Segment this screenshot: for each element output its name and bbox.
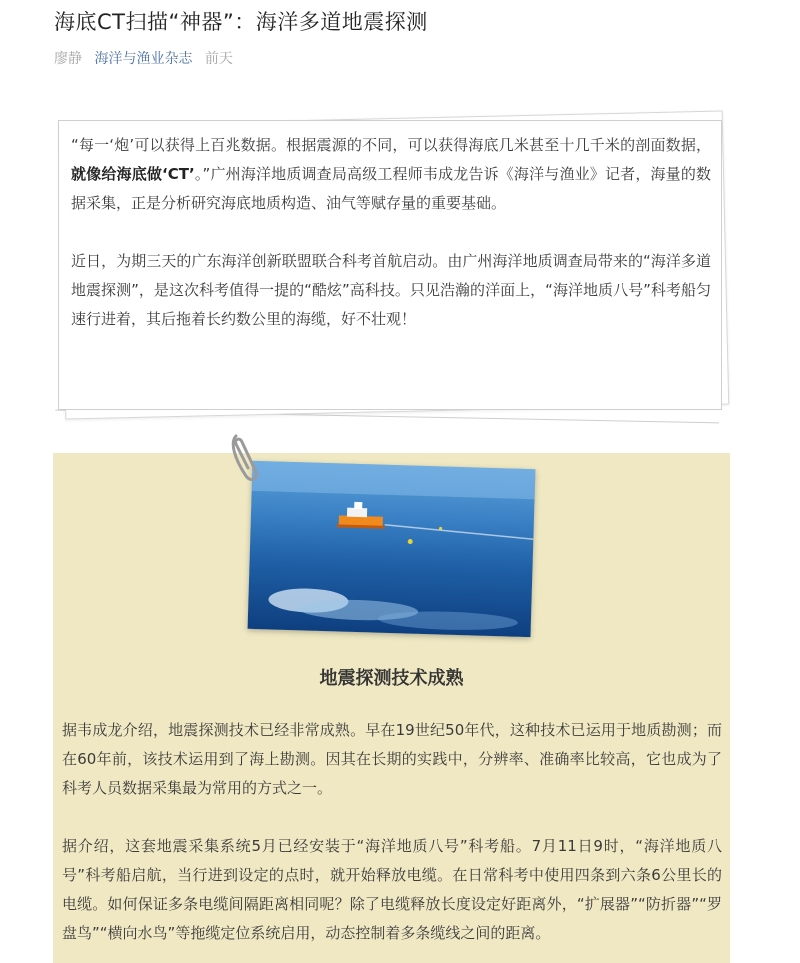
- ship-icon: [337, 501, 386, 528]
- section-body: [62, 716, 722, 948]
- paperclip-icon: [224, 428, 264, 486]
- section-heading: 地震探测技术成熟: [319, 668, 464, 689]
- article-meta: [54, 48, 233, 68]
- section-paragraph: 据韦成龙介绍，地震探测技术已经非常成熟。早在19世纪50年代，这种技术已运用于地质勘测；而在60年前，该技术运用到了海上勘测。因其在长期的实践中，分辨率、准确率比较高，它也成为了科考人员数据采集最为常用的方式之一。: [62, 721, 722, 797]
- intro-paragraph: 近日，为期三天的广东海洋创新联盟联合科考首航启动。由广州海洋地质调查局带来的“海洋多道地震探测”，是这次科考值得一提的“酷炫”高科技。只见浩瀚的洋面上，“海洋地质八号”科考船匀速行进着，其后拖着长约数公里的海缆，好不壮观！: [71, 252, 711, 328]
- quote-card: [58, 120, 722, 410]
- quote-emphasis: 就像给海底做‘CT’: [71, 165, 195, 183]
- article-title: 海底CT扫描“神器”：海洋多道地震探测: [54, 10, 428, 34]
- source-link[interactable]: 海洋与渔业杂志: [94, 51, 193, 67]
- publish-time: 前天: [204, 51, 233, 67]
- section-paragraph: 据介绍，这套地震采集系统5月已经安装于“海洋地质八号”科考船。7月11日9时，“海洋地质八号”科考船启航，当行进到设定的点时，就开始释放电缆。在日常科考中使用四条到六条6公里长的电缆。如何保证多条电缆间隔距离相同呢？除了电缆释放长度设定好距离外，“扩展器”“防折器”“罗盘鸟”“横向水鸟”等拖缆定位系统启用，动态控制着多条缆线之间的距离。: [62, 837, 722, 942]
- author-name: 廖静: [54, 51, 82, 67]
- ship-photo: [248, 461, 536, 637]
- quote-paragraph: “每一‘炮’可以获得上百兆数据。根据震源的不同，可以获得海底几米甚至十几千米的剖面数据，就像给海底做‘CT’。”广州海洋地质调查局高级工程师韦成龙告诉《海洋与渔业》记者，海量的数据采集，正是分析研究海底地质构造、油气等赋存量的重要基础。: [71, 136, 712, 212]
